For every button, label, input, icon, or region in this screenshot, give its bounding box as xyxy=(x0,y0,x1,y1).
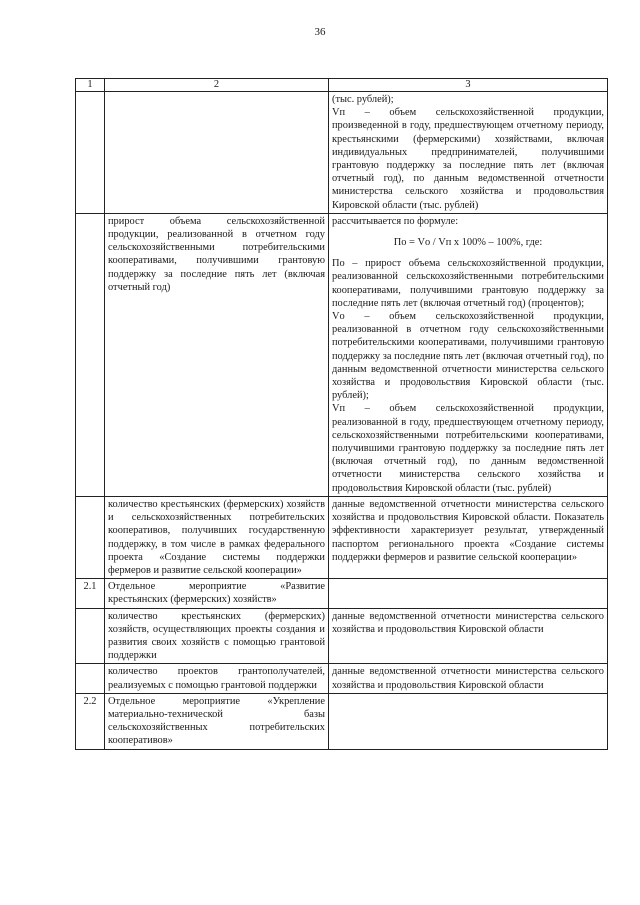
calculation-method xyxy=(329,213,608,496)
row-number xyxy=(76,664,105,693)
method-paragraph: (тыс. рублей); xyxy=(332,94,394,105)
calculation-method: данные ведомственной отчетности министерства сельского хозяйства и продовольствия Кировской области. Показатель эффективности характеризует результат, утвержденный паспортом регионального проекта «Создание системы поддержки фермеров и развитие сельской кооперации» xyxy=(329,496,608,578)
indicators-table xyxy=(75,78,608,750)
calculation-method: данные ведомственной отчетности министерства сельского хозяйства и продовольствия Кировской области xyxy=(329,664,608,693)
measure-name: Отдельное мероприятие «Развитие крестьянских (фермерских) хозяйств» xyxy=(105,579,329,608)
method-paragraph: Vп – объем сельскохозяйственной продукции, реализованной в году, предшествующем отчетному периоду, сельскохозяйственными потребительскими кооперативами, получившими грантовую поддержку за последние пять лет (включая отчетный год), по данным ведомственной отчетности министерства сельского хозяйства и продовольствия Кировской области (тыс. рублей) xyxy=(332,403,604,494)
calculation-method: данные ведомственной отчетности министерства сельского хозяйства и продовольствия Кировской области xyxy=(329,608,608,664)
calculation-method xyxy=(329,92,608,214)
table-row xyxy=(76,496,608,578)
indicator-name: количество проектов грантополучателей, реализуемых с помощью грантовой поддержки xyxy=(105,664,329,693)
calculation-method xyxy=(329,579,608,608)
header-col-3: 3 xyxy=(329,79,608,92)
method-paragraph: Vп – объем сельскохозяйственной продукции, произведенной в году, предшествующем отчетному периоду, крестьянскими (фермерскими) хозяйствами, включая индивидуальных предпринимателей, получившими грантовую поддержку за последние пять лет (включая отчетный год), по данным ведомственной отчетности министерства сельского хозяйства и продовольствия Кировской области (тыс. рублей) xyxy=(332,107,604,211)
formula: По = Vо / Vп x 100% – 100%, где: xyxy=(393,237,543,249)
table-header-row xyxy=(76,79,608,92)
method-paragraph: Vо – объем сельскохозяйственной продукции, реализованной в отчетном году сельскохозяйственными потребительскими кооперативами, получившими грантовую поддержку за последние пять лет (включая отчетный год), по данным ведомственной отчетности министерства сельского хозяйства и продовольствия Кировской области (тыс. рублей); xyxy=(332,311,604,402)
page-number: 36 xyxy=(314,26,326,38)
row-number xyxy=(76,213,105,496)
table-row xyxy=(76,693,608,749)
table-row xyxy=(76,213,608,496)
row-number xyxy=(76,496,105,578)
indicator-name: количество крестьянских (фермерских) хозяйств, осуществляющих проекты создания и развития своих хозяйств с помощью грантовой поддержки xyxy=(105,608,329,664)
table-row xyxy=(76,92,608,214)
method-paragraph: По – прирост объема сельскохозяйственной продукции, реализованной сельскохозяйственными потребительскими кооперативами, получившими грантовую поддержку за последние пять лет (включая отчетный год) (процентов); xyxy=(332,258,604,309)
header-col-2: 2 xyxy=(105,79,329,92)
calculation-method xyxy=(329,693,608,749)
header-col-1: 1 xyxy=(76,79,105,92)
method-intro: рассчитывается по формуле: xyxy=(332,215,459,227)
row-number xyxy=(76,92,105,214)
row-number: 2.1 xyxy=(76,579,105,608)
table-row xyxy=(76,608,608,664)
indicator-name xyxy=(105,92,329,214)
measure-name: Отдельное мероприятие «Укрепление материально-технической базы сельскохозяйственных потребительских кооперативов» xyxy=(105,693,329,749)
table-row xyxy=(76,579,608,608)
row-number xyxy=(76,608,105,664)
indicator-name: прирост объема сельскохозяйственной продукции, реализованной в отчетном году сельскохозяйственными потребительскими кооперативами, получившими грантовую поддержку за последние пять лет (включая отчетный год) xyxy=(105,213,329,496)
table-row xyxy=(76,664,608,693)
indicator-name: количество крестьянских (фермерских) хозяйств и сельскохозяйственных потребительских кооперативов, получивших государственную поддержку, в том числе в рамках федерального проекта «Создание системы поддержки фермеров и развитие сельской кооперации» xyxy=(105,496,329,578)
row-number: 2.2 xyxy=(76,693,105,749)
